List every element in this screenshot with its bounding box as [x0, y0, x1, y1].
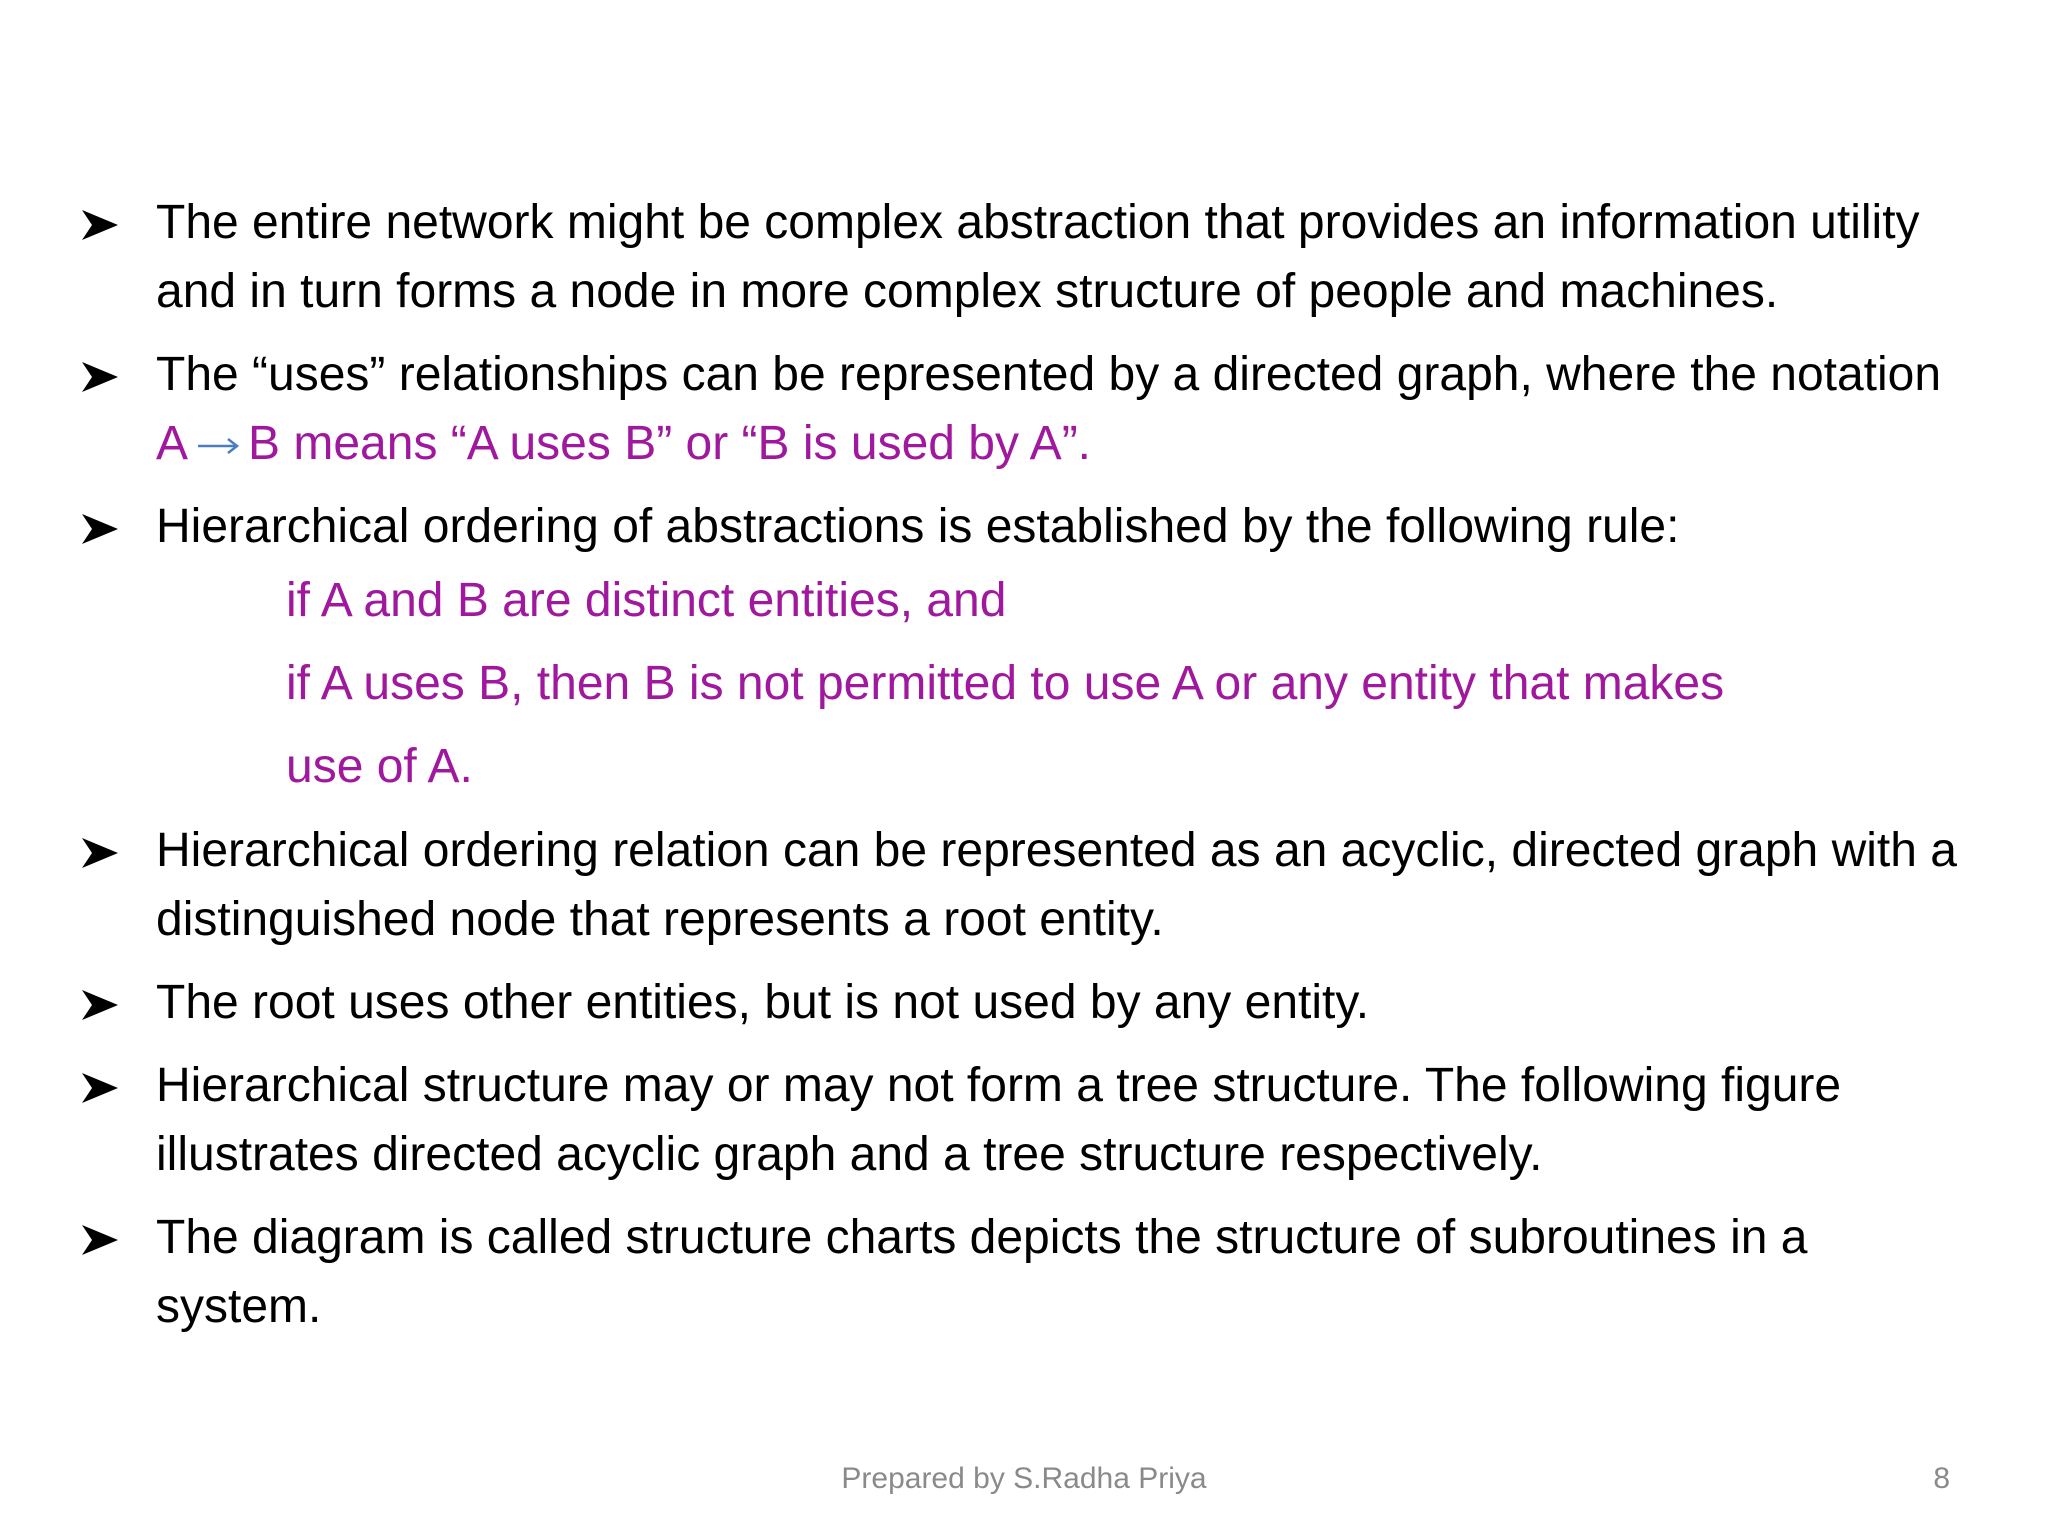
rule-line: use of A.: [286, 740, 473, 793]
arrowhead-bullet-icon: [80, 1223, 120, 1257]
bullet-item: [80, 968, 1980, 1037]
bullet-text: The root uses other entities, but is not used by any entity.: [156, 976, 1370, 1029]
rule-block: [80, 559, 1980, 808]
bullet-text: Hierarchical ordering relation can be represented as an acyclic, directed graph with a distinguished node that represents a root entity.: [156, 824, 1957, 946]
bullet-text: The entire network might be complex abstraction that provides an information utility and in turn forms a node in more complex structure of people and machines.: [156, 196, 1920, 318]
bullet-item: [80, 188, 1980, 326]
bullet-item: [80, 340, 1980, 478]
right-arrow-icon: [192, 434, 244, 458]
bullet-item: [80, 1203, 1980, 1341]
bullet-item: [80, 1051, 1980, 1189]
arrowhead-bullet-icon: [80, 836, 120, 870]
bullet-item: [80, 492, 1980, 561]
bullet-text: Hierarchical ordering of abstractions is established by the following rule:: [156, 500, 1680, 553]
bullet-text: The diagram is called structure charts depicts the structure of subroutines in a system.: [156, 1211, 1808, 1333]
bullet-item: [80, 816, 1980, 954]
rule-line: if A and B are distinct entities, and: [286, 574, 1007, 627]
bullet-text: The “uses” relationships can be represented by a directed graph, where the notation: [156, 348, 1942, 401]
bullet-text: Hierarchical structure may or may not form a tree structure. The following figure illustrates directed acyclic graph and a tree structure respectively.: [156, 1059, 1842, 1181]
arrowhead-bullet-icon: [80, 512, 120, 546]
arrowhead-bullet-icon: [80, 1071, 120, 1105]
page-number: 8: [1933, 1462, 1950, 1495]
notation-a: A: [156, 417, 189, 470]
arrowhead-bullet-icon: [80, 988, 120, 1022]
notation-meaning: B means “A uses B” or “B is used by A”.: [248, 417, 1092, 470]
arrowhead-bullet-icon: [80, 360, 120, 394]
footer-author: Prepared by S.Radha Priya: [841, 1462, 1207, 1495]
arrowhead-bullet-icon: [80, 208, 120, 242]
rule-line: if A uses B, then B is not permitted to use A or any entity that makes: [286, 657, 1725, 710]
slide-content: [80, 188, 1980, 1355]
